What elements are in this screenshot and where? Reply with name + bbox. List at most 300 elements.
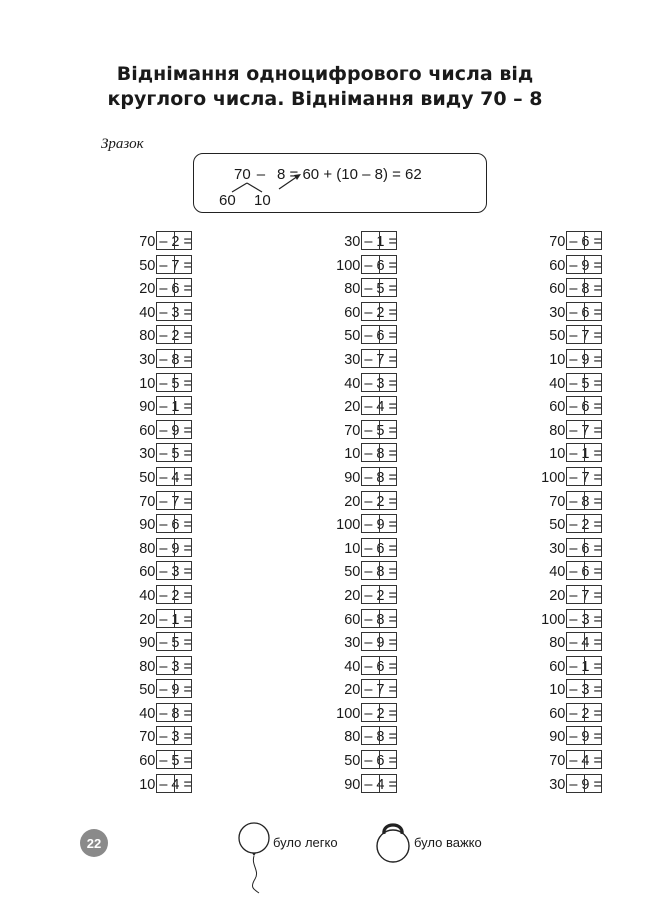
answer-box[interactable] <box>566 325 602 344</box>
exercise-expression: 60 – 1 = <box>549 658 602 675</box>
tens-cell[interactable] <box>567 515 584 532</box>
exercise-row <box>74 443 254 467</box>
title-line-1: Віднімання одноцифрового числа від <box>116 63 534 85</box>
exercise-expression: 20 – 1 = <box>139 611 192 628</box>
tens-cell[interactable] <box>567 397 584 414</box>
tens-cell[interactable] <box>362 610 379 627</box>
ones-cell[interactable] <box>379 704 397 721</box>
ones-cell[interactable] <box>379 444 397 461</box>
answer-box[interactable] <box>361 420 397 439</box>
answer-box[interactable] <box>156 703 192 722</box>
exercise-row <box>484 278 650 302</box>
exercise-row <box>279 278 459 302</box>
tens-cell[interactable] <box>157 397 174 414</box>
exercise-expression: 70 – 6 = <box>549 234 602 250</box>
answer-box[interactable] <box>156 373 192 392</box>
exercise-row <box>279 750 459 774</box>
decomposition-lines <box>194 154 488 214</box>
answer-box[interactable] <box>156 679 192 698</box>
exercise-row <box>279 656 459 680</box>
exercise-row <box>74 561 254 585</box>
exercise-expression: 20 – 2 = <box>344 587 397 604</box>
answer-box[interactable] <box>156 420 192 439</box>
ones-cell[interactable] <box>584 586 602 603</box>
exercise-row <box>484 726 650 750</box>
exercise-row <box>484 703 650 727</box>
tens-cell[interactable] <box>567 256 584 273</box>
ones-cell[interactable] <box>584 680 602 697</box>
answer-box[interactable] <box>361 255 397 274</box>
exercise-expression: 20 – 7 = <box>344 682 397 699</box>
exercise-expression: 30 – 6 = <box>549 540 602 557</box>
tens-cell[interactable] <box>567 704 584 721</box>
answer-box[interactable] <box>156 467 192 486</box>
ones-cell[interactable] <box>379 775 397 792</box>
answer-box[interactable] <box>361 632 397 651</box>
ones-cell[interactable] <box>379 421 397 438</box>
ones-cell[interactable] <box>174 303 192 320</box>
tens-cell[interactable] <box>157 256 174 273</box>
exercise-expression: 40 – 6 = <box>549 564 602 581</box>
exercise-row <box>74 349 254 373</box>
ones-cell[interactable] <box>584 232 602 249</box>
tens-cell[interactable] <box>157 303 174 320</box>
tens-cell[interactable] <box>157 421 174 438</box>
tens-cell[interactable] <box>567 326 584 343</box>
ones-cell[interactable] <box>584 515 602 532</box>
ones-cell[interactable] <box>174 610 192 627</box>
tens-cell[interactable] <box>157 704 174 721</box>
ones-cell[interactable] <box>584 256 602 273</box>
tens-cell[interactable] <box>567 468 584 485</box>
answer-box[interactable] <box>566 349 602 368</box>
exercise-row <box>484 585 650 609</box>
ones-cell[interactable] <box>584 562 602 579</box>
ones-cell[interactable] <box>174 256 192 273</box>
ones-cell[interactable] <box>174 444 192 461</box>
answer-box[interactable] <box>156 656 192 675</box>
exercise-expression: 40 – 3 = <box>344 375 397 392</box>
tens-cell[interactable] <box>157 326 174 343</box>
exercise-expression: 80 – 4 = <box>549 635 602 652</box>
answer-box[interactable] <box>566 373 602 392</box>
exercise-row <box>484 325 650 349</box>
exercise-expression: 60 – 9 = <box>139 422 192 439</box>
exercise-row <box>484 632 650 656</box>
tens-cell[interactable] <box>157 633 174 650</box>
exercise-column-1 <box>74 231 254 797</box>
exercise-row <box>74 750 254 774</box>
answer-box[interactable] <box>156 726 192 745</box>
ones-cell[interactable] <box>174 279 192 296</box>
exercise-row <box>279 231 459 255</box>
answer-box[interactable] <box>566 443 602 462</box>
ones-cell[interactable] <box>174 515 192 532</box>
ones-cell[interactable] <box>379 562 397 579</box>
answer-box[interactable] <box>156 538 192 557</box>
exercise-row <box>279 774 459 798</box>
answer-box[interactable] <box>361 373 397 392</box>
ones-cell[interactable] <box>584 727 602 744</box>
ones-cell[interactable] <box>379 657 397 674</box>
exercise-row <box>74 609 254 633</box>
exercise-expression: 60 – 3 = <box>139 564 192 581</box>
tens-cell[interactable] <box>157 727 174 744</box>
ones-cell[interactable] <box>174 539 192 556</box>
tens-cell[interactable] <box>567 562 584 579</box>
tens-cell[interactable] <box>362 633 379 650</box>
answer-box[interactable] <box>361 774 397 793</box>
answer-box[interactable] <box>566 632 602 651</box>
tens-cell[interactable] <box>567 232 584 249</box>
ones-cell[interactable] <box>379 279 397 296</box>
hard-label: було важко <box>414 835 482 850</box>
exercise-expression: 80 – 3 = <box>139 658 192 675</box>
ones-cell[interactable] <box>174 775 192 792</box>
tens-cell[interactable] <box>567 657 584 674</box>
ones-cell[interactable] <box>174 468 192 485</box>
answer-box[interactable] <box>361 443 397 462</box>
ones-cell[interactable] <box>174 727 192 744</box>
ones-cell[interactable] <box>174 633 192 650</box>
ones-cell[interactable] <box>584 350 602 367</box>
answer-box[interactable] <box>156 774 192 793</box>
exercise-expression: 100 – 6 = <box>336 257 397 274</box>
sample-minus: – <box>256 166 266 183</box>
answer-box[interactable] <box>566 396 602 415</box>
exercise-row <box>484 396 650 420</box>
ones-cell[interactable] <box>584 397 602 414</box>
ones-cell[interactable] <box>379 610 397 627</box>
answer-box[interactable] <box>156 491 192 510</box>
tens-cell[interactable] <box>567 633 584 650</box>
answer-box[interactable] <box>566 561 602 580</box>
ones-cell[interactable] <box>379 232 397 249</box>
exercise-row <box>279 302 459 326</box>
answer-box[interactable] <box>566 609 602 628</box>
exercise-row <box>279 585 459 609</box>
ones-cell[interactable] <box>584 421 602 438</box>
exercise-row <box>279 679 459 703</box>
ones-cell[interactable] <box>584 657 602 674</box>
exercise-expression: 100 – 2 = <box>336 705 397 722</box>
answer-box[interactable] <box>566 750 602 769</box>
ones-cell[interactable] <box>174 232 192 249</box>
tens-cell[interactable] <box>362 562 379 579</box>
exercise-expression: 80 – 8 = <box>344 729 397 746</box>
tens-cell[interactable] <box>567 444 584 461</box>
answer-box[interactable] <box>361 726 397 745</box>
ones-cell[interactable] <box>174 704 192 721</box>
answer-box[interactable] <box>156 750 192 769</box>
tens-cell[interactable] <box>157 444 174 461</box>
tens-cell[interactable] <box>157 279 174 296</box>
exercise-row <box>74 396 254 420</box>
tens-cell[interactable] <box>362 492 379 509</box>
page-title <box>0 62 650 112</box>
exercise-row <box>74 726 254 750</box>
tens-cell[interactable] <box>567 586 584 603</box>
tens-cell[interactable] <box>362 350 379 367</box>
answer-box[interactable] <box>566 656 602 675</box>
tens-cell[interactable] <box>567 775 584 792</box>
exercise-row <box>279 349 459 373</box>
answer-box[interactable] <box>156 514 192 533</box>
exercise-expression: 60 – 8 = <box>344 611 397 628</box>
exercise-expression: 10 – 1 = <box>549 446 602 463</box>
tens-cell[interactable] <box>157 539 174 556</box>
exercise-expression: 60 – 2 = <box>549 705 602 722</box>
answer-box[interactable] <box>361 703 397 722</box>
ones-cell[interactable] <box>584 303 602 320</box>
ones-cell[interactable] <box>174 350 192 367</box>
answer-box[interactable] <box>361 750 397 769</box>
answer-box[interactable] <box>566 514 602 533</box>
tens-cell[interactable] <box>362 303 379 320</box>
tens-cell[interactable] <box>567 727 584 744</box>
tens-cell[interactable] <box>157 492 174 509</box>
exercise-expression: 90 – 8 = <box>344 469 397 486</box>
answer-box[interactable] <box>566 420 602 439</box>
ones-cell[interactable] <box>379 539 397 556</box>
exercise-expression: 50 – 6 = <box>344 753 397 770</box>
ones-cell[interactable] <box>379 586 397 603</box>
answer-box[interactable] <box>156 325 192 344</box>
tens-cell[interactable] <box>157 562 174 579</box>
exercise-expression: 100 – 7 = <box>541 469 602 486</box>
ones-cell[interactable] <box>379 256 397 273</box>
exercise-expression: 40 – 5 = <box>549 375 602 392</box>
exercise-row <box>279 609 459 633</box>
easy-label: було легко <box>273 835 338 850</box>
tens-cell[interactable] <box>362 397 379 414</box>
tens-cell[interactable] <box>362 727 379 744</box>
tens-cell[interactable] <box>362 586 379 603</box>
exercise-expression: 90 – 1 = <box>139 399 192 416</box>
ones-cell[interactable] <box>379 680 397 697</box>
exercise-expression: 70 – 2 = <box>139 234 192 250</box>
exercise-row <box>74 231 254 255</box>
ones-cell[interactable] <box>379 303 397 320</box>
answer-box[interactable] <box>156 585 192 604</box>
tens-cell[interactable] <box>567 421 584 438</box>
tens-cell[interactable] <box>362 751 379 768</box>
exercise-row <box>484 514 650 538</box>
tens-cell[interactable] <box>362 232 379 249</box>
answer-box[interactable] <box>361 609 397 628</box>
exercise-row <box>484 231 650 255</box>
tens-cell[interactable] <box>157 515 174 532</box>
ones-cell[interactable] <box>379 492 397 509</box>
ones-cell[interactable] <box>584 444 602 461</box>
exercise-row <box>484 373 650 397</box>
answer-box[interactable] <box>361 656 397 675</box>
exercise-expression: 10 – 4 = <box>139 776 192 793</box>
exercise-expression: 50 – 2 = <box>549 517 602 534</box>
ones-cell[interactable] <box>174 326 192 343</box>
exercise-row <box>279 726 459 750</box>
answer-box[interactable] <box>566 491 602 510</box>
answer-box[interactable] <box>361 561 397 580</box>
answer-box[interactable] <box>566 255 602 274</box>
ones-cell[interactable] <box>379 727 397 744</box>
tens-cell[interactable] <box>567 374 584 391</box>
ones-cell[interactable] <box>174 657 192 674</box>
ones-cell[interactable] <box>379 515 397 532</box>
exercise-row <box>484 679 650 703</box>
tens-cell[interactable] <box>362 279 379 296</box>
tens-cell[interactable] <box>157 657 174 674</box>
exercise-expression: 60 – 2 = <box>344 304 397 321</box>
exercise-row <box>74 302 254 326</box>
answer-box[interactable] <box>566 726 602 745</box>
exercise-expression: 40 – 6 = <box>344 658 397 675</box>
ones-cell[interactable] <box>584 633 602 650</box>
exercise-column-3 <box>484 231 650 797</box>
tens-cell[interactable] <box>567 279 584 296</box>
answer-box[interactable] <box>361 325 397 344</box>
ones-cell[interactable] <box>584 492 602 509</box>
answer-box[interactable] <box>566 585 602 604</box>
tens-cell[interactable] <box>567 751 584 768</box>
ones-cell[interactable] <box>584 610 602 627</box>
tens-cell[interactable] <box>157 232 174 249</box>
tens-cell[interactable] <box>157 775 174 792</box>
tens-cell[interactable] <box>567 610 584 627</box>
answer-box[interactable] <box>566 538 602 557</box>
answer-box[interactable] <box>156 561 192 580</box>
ones-cell[interactable] <box>584 326 602 343</box>
ones-cell[interactable] <box>174 562 192 579</box>
exercise-expression: 30 – 7 = <box>344 351 397 368</box>
exercise-expression: 50 – 8 = <box>344 564 397 581</box>
answer-box[interactable] <box>361 396 397 415</box>
answer-box[interactable] <box>566 278 602 297</box>
answer-box[interactable] <box>361 679 397 698</box>
answer-box[interactable] <box>566 679 602 698</box>
ones-cell[interactable] <box>174 492 192 509</box>
ones-cell[interactable] <box>174 397 192 414</box>
tens-cell[interactable] <box>567 539 584 556</box>
ones-cell[interactable] <box>584 775 602 792</box>
exercise-row <box>74 255 254 279</box>
tens-cell[interactable] <box>157 610 174 627</box>
ones-cell[interactable] <box>584 374 602 391</box>
ones-cell[interactable] <box>584 539 602 556</box>
answer-box[interactable] <box>361 231 397 250</box>
answer-box[interactable] <box>156 302 192 321</box>
exercise-column-2 <box>279 231 459 797</box>
answer-box[interactable] <box>156 349 192 368</box>
exercise-expression: 60 – 9 = <box>549 257 602 274</box>
ones-cell[interactable] <box>174 586 192 603</box>
ones-cell[interactable] <box>174 374 192 391</box>
exercise-row <box>74 656 254 680</box>
tens-cell[interactable] <box>157 680 174 697</box>
answer-box[interactable] <box>566 231 602 250</box>
answer-box[interactable] <box>566 302 602 321</box>
ones-cell[interactable] <box>379 374 397 391</box>
split-part-b: 10 <box>254 192 271 209</box>
tens-cell[interactable] <box>362 704 379 721</box>
tens-cell[interactable] <box>362 680 379 697</box>
ones-cell[interactable] <box>584 279 602 296</box>
answer-box[interactable] <box>361 278 397 297</box>
answer-box[interactable] <box>156 443 192 462</box>
answer-box[interactable] <box>361 491 397 510</box>
ones-cell[interactable] <box>379 633 397 650</box>
ones-cell[interactable] <box>584 468 602 485</box>
answer-box[interactable] <box>361 585 397 604</box>
answer-box[interactable] <box>566 774 602 793</box>
tens-cell[interactable] <box>362 468 379 485</box>
tens-cell[interactable] <box>362 515 379 532</box>
page-number: 22 <box>80 829 108 857</box>
answer-box[interactable] <box>361 538 397 557</box>
answer-box[interactable] <box>361 514 397 533</box>
exercise-row <box>484 349 650 373</box>
tens-cell[interactable] <box>362 657 379 674</box>
tens-cell[interactable] <box>157 468 174 485</box>
answer-box[interactable] <box>566 703 602 722</box>
ones-cell[interactable] <box>174 751 192 768</box>
tens-cell[interactable] <box>157 586 174 603</box>
tens-cell[interactable] <box>362 256 379 273</box>
exercise-expression: 30 – 5 = <box>139 446 192 463</box>
answer-box[interactable] <box>156 278 192 297</box>
tens-cell[interactable] <box>567 492 584 509</box>
tens-cell[interactable] <box>567 303 584 320</box>
tens-cell[interactable] <box>362 444 379 461</box>
tens-cell[interactable] <box>157 374 174 391</box>
ones-cell[interactable] <box>379 326 397 343</box>
answer-box[interactable] <box>361 349 397 368</box>
answer-box[interactable] <box>156 632 192 651</box>
ones-cell[interactable] <box>379 397 397 414</box>
tens-cell[interactable] <box>362 539 379 556</box>
ones-cell[interactable] <box>379 751 397 768</box>
ones-cell[interactable] <box>584 704 602 721</box>
tens-cell[interactable] <box>567 350 584 367</box>
exercise-row <box>74 774 254 798</box>
ones-cell[interactable] <box>174 421 192 438</box>
tens-cell[interactable] <box>567 680 584 697</box>
tens-cell[interactable] <box>362 775 379 792</box>
ones-cell[interactable] <box>174 680 192 697</box>
ones-cell[interactable] <box>379 350 397 367</box>
exercise-row <box>484 467 650 491</box>
answer-box[interactable] <box>156 231 192 250</box>
answer-box[interactable] <box>156 255 192 274</box>
exercise-expression: 80 – 5 = <box>344 281 397 298</box>
ones-cell[interactable] <box>379 468 397 485</box>
tens-cell[interactable] <box>157 350 174 367</box>
exercise-row <box>279 538 459 562</box>
exercise-expression: 20 – 2 = <box>344 493 397 510</box>
answer-box[interactable] <box>156 609 192 628</box>
tens-cell[interactable] <box>157 751 174 768</box>
answer-box[interactable] <box>566 467 602 486</box>
exercise-row <box>484 443 650 467</box>
tens-cell[interactable] <box>362 374 379 391</box>
ones-cell[interactable] <box>584 751 602 768</box>
answer-box[interactable] <box>361 302 397 321</box>
kettlebell-icon <box>372 816 414 864</box>
answer-box[interactable] <box>156 396 192 415</box>
answer-box[interactable] <box>361 467 397 486</box>
tens-cell[interactable] <box>362 326 379 343</box>
tens-cell[interactable] <box>362 421 379 438</box>
